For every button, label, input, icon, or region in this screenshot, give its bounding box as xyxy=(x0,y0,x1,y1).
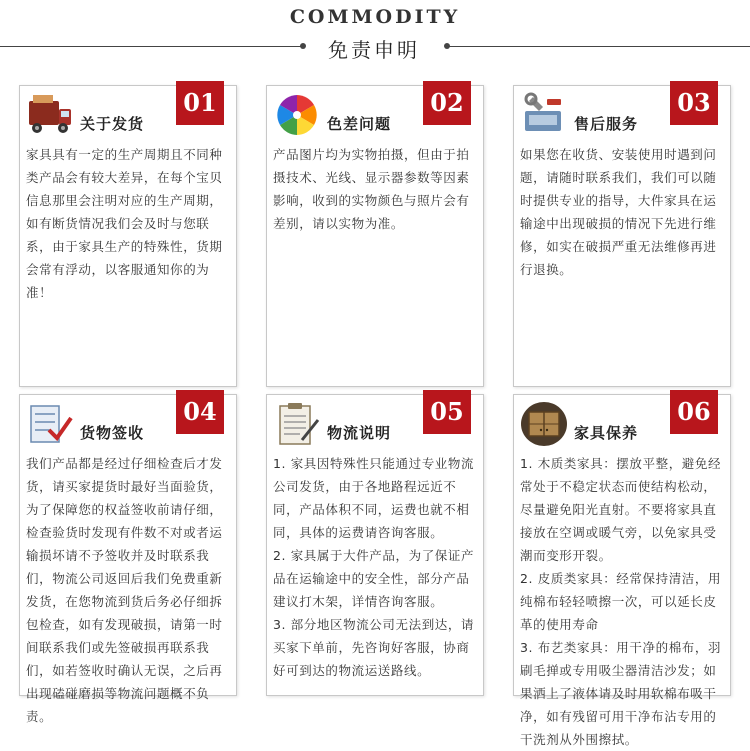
card-paragraph: 3. 布艺类家具：用干净的棉布，羽刷毛掸或专用吸尘器清洁沙发；如果洒上了液体请及时用软棉布吸干净，如有残留可用干净布沾专用的干洗剂从外围擦拭。 xyxy=(520,640,722,747)
card-paragraph: 如果您在收货、安装使用时遇到问题，请随时联系我们，我们可以随时提供专业的指导，大件家具在运输途中出现破损的情况下先进行维修，如实在破损严重无法维修再进行退换。 xyxy=(520,147,717,277)
card-paragraph: 3. 部分地区物流公司无法到达，请买家下单前，先咨询好客服，协商好可到达的物流运送路线。 xyxy=(273,617,475,678)
card-body xyxy=(26,452,232,728)
header-title-cn: 免责申明 xyxy=(328,38,420,62)
card-paragraph: 1. 家具因特殊性只能通过专业物流公司发货，由于各地路程远近不同，产品体积不同，运费也就不相同，具体的运费请咨询客服。 xyxy=(273,456,475,540)
clipboard-icon xyxy=(272,400,322,448)
truck-icon xyxy=(25,91,75,139)
repair-service-icon xyxy=(519,91,569,139)
card-title: 物流说明 xyxy=(327,424,392,442)
header-divider-left xyxy=(0,46,302,47)
card-title: 售后服务 xyxy=(574,115,639,133)
card-title: 家具保养 xyxy=(574,424,639,442)
card-number-badge: 06 xyxy=(670,390,718,434)
checklist-icon xyxy=(25,400,75,448)
card-paragraph: 1. 木质类家具：摆放平整，避免经常处于不稳定状态而使结构松动，尽量避免阳光直射。不要将家具直接放在空调或暖气旁，以免家具受潮而变形开裂。 xyxy=(520,456,722,563)
card-shipping xyxy=(19,85,237,387)
card-paragraph: 我们产品都是经过仔细检查后才发货，请买家提货时最好当面验货，为了保障您的权益签收前请仔细，检查验货时发现有件数不对或者运输损坏请不予签收并及时联系我们，物流公司返回后我们免费重新发货，在您物流到货后务必仔细拆包检查，如有发现破损，请第一时间联系我们或先签破损再联系我们，如若签收时确认无误，之后再出现磕碰磨损等物流问题概不负责。 xyxy=(26,456,223,724)
card-body xyxy=(273,143,479,235)
card-body xyxy=(26,143,232,304)
card-paragraph: 家具具有一定的生产周期且不同种类产品会有较大差异，在每个宝贝信息那里会注明对应的生产周期，如有断货情况我们会及时与您联系，由于家具生产的特殊性，货期会常有浮动，以客服通知你的为准！ xyxy=(26,147,223,300)
card-number-badge: 02 xyxy=(423,81,471,125)
card-number-badge: 05 xyxy=(423,390,471,434)
header-divider-right xyxy=(446,46,750,47)
card-title: 关于发货 xyxy=(80,115,145,133)
card-logistics xyxy=(266,394,484,696)
card-maintenance xyxy=(513,394,731,747)
header-title-en: COMMODITY xyxy=(289,6,461,28)
card-title: 货物签收 xyxy=(80,424,145,442)
card-receipt xyxy=(19,394,237,724)
card-body xyxy=(520,143,726,281)
card-number-badge: 04 xyxy=(176,390,224,434)
card-after-sales xyxy=(513,85,731,387)
card-paragraph: 2. 家具属于大件产品，为了保证产品在运输途中的安全性，部分产品建议打木架，详情咨询客服。 xyxy=(273,548,475,609)
card-body xyxy=(520,452,726,751)
color-palette-icon xyxy=(272,91,322,139)
card-body xyxy=(273,452,479,682)
cabinet-icon xyxy=(519,400,569,448)
card-number-badge: 03 xyxy=(670,81,718,125)
card-color-difference xyxy=(266,85,484,387)
card-paragraph: 产品图片均为实物拍摄，但由于拍摄技术、光线、显示器参数等因素影响，收到的实物颜色与照片会有差别，请以实物为准。 xyxy=(273,147,470,231)
card-number-badge: 01 xyxy=(176,81,224,125)
card-title: 色差问题 xyxy=(327,115,392,133)
card-paragraph: 2. 皮质类家具：经常保持清洁，用纯棉布轻轻喷擦一次，可以延长皮革的使用寿命 xyxy=(520,571,722,632)
